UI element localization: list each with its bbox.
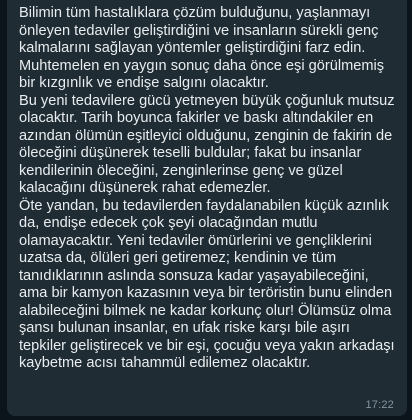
message-paragraph-1: Bilimin tüm hastalıklara çözüm bulduğunu, yaşlanmayı önleyen tedaviler geliştirdiğini ve insanların sürekli genç kalmalarını sağlayan yöntemler geliştirdiğini farz edin. Muhtemelen en yaygın sonuç daha önce eşi görülmemiş bir kızgınlık ve endişe salgını olacaktır. xyxy=(19,5,385,91)
message-timestamp: 17:22 xyxy=(365,399,394,411)
message-paragraph-2: Bu yeni tedavilere gücü yetmeyen büyük çoğunluk mutsuz olacaktır. Tarih boyunca fakirler ve baskı altındakiler en azından ölümün eşitleyici olduğunu, zenginin de fakirin de öleceğini düşünerek teselli buldular; fakat bu insanlar kendilerinin öleceğini, zenginlerinse genç ve güzel kalacağını düşünerek rahat edemezler. xyxy=(19,92,395,196)
message-bubble[interactable] xyxy=(7,0,407,416)
message-paragraph-3: Öte yandan, bu tedavilerden faydalanabilen küçük azınlık da, endişe edecek çok şeyi olacağından mutlu olamayacaktır. Yeni tedaviler ömürlerini ve gençliklerini uzatsa da, ölüleri geri getiremez; kendinin ve tüm tanıdıklarının aslında sonsuza kadar yaşayabileceğini, ama bir kamyon kazasının veya bir teröristin bunu elinden alabileceğini bilmek ne kadar korkunç olur! Ölümsüz olma şansı bulunan insanlar, en ufak riske karşı bile aşırı tepkiler geliştirecek ve bir eşi, çocuğu veya yakın arkadaşı kaybetme acısı tahammül edilemez olacaktır. xyxy=(19,197,395,371)
